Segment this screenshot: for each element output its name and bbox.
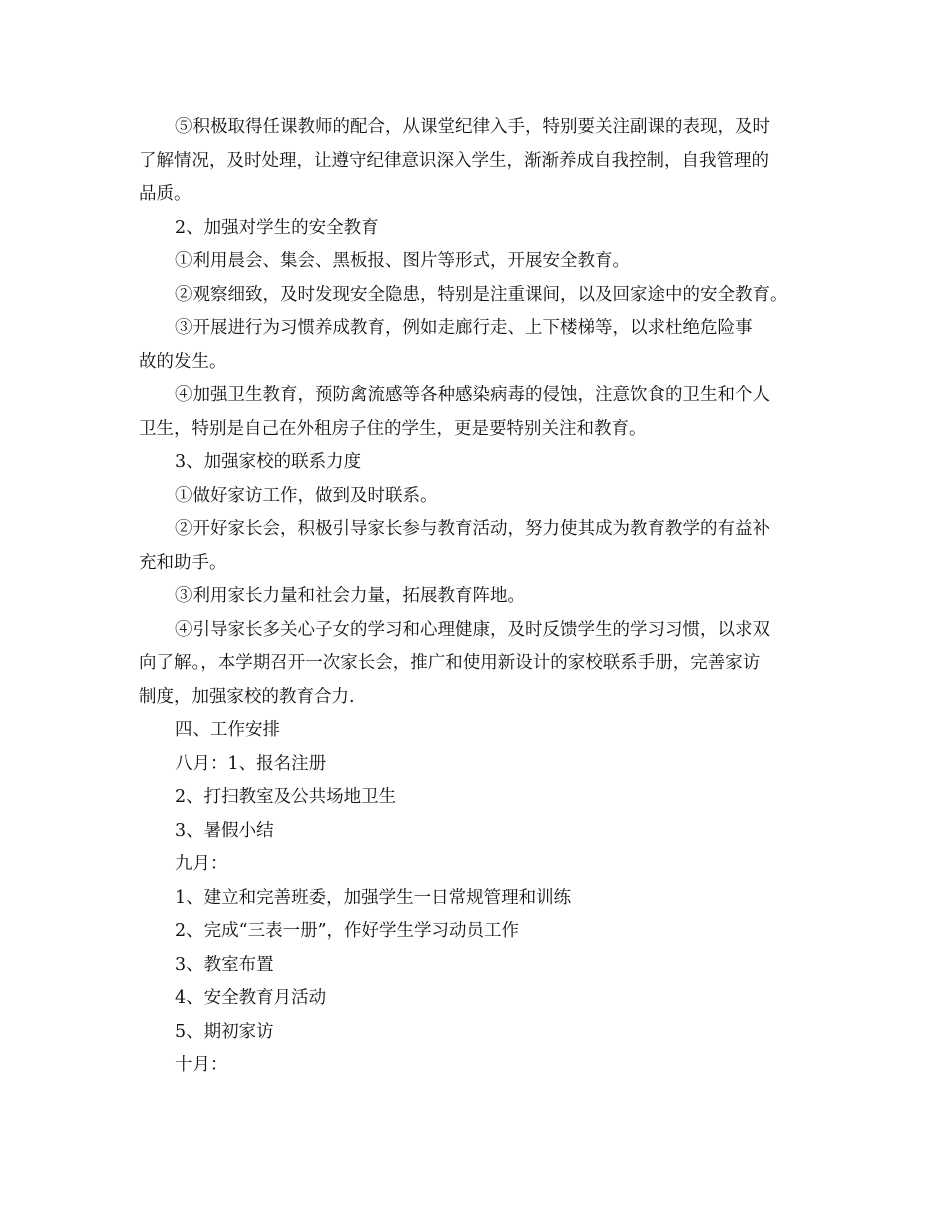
document-body [139,111,813,1083]
paragraph-line: 故的发生。 [139,351,227,372]
schedule-item: 4、安全教育月活动 [175,988,327,1008]
paragraph-line: ②观察细致，及时发现安全隐患，特别是注重课间，以及回家途中的安全教育。 [175,284,788,305]
paragraph-line: 制度，加强家校的教育合力. [139,686,355,707]
schedule-month: 九月： [175,854,228,874]
schedule-item: 八月：1、报名注册 [175,753,327,774]
paragraph-line: ⑤积极取得任课教师的配合，从课堂纪律入手，特别要关注副课的表现，及时 [175,117,770,137]
schedule-item: 5、期初家访 [175,1021,274,1042]
section-heading: 四、工作安排 [175,720,280,740]
paragraph-line: 品质。 [139,184,192,204]
paragraph-line: ①做好家访工作，做到及时联系。 [175,485,438,506]
schedule-item: 2、打扫教室及公共场地卫生 [175,787,397,807]
paragraph-line: ④引导家长多关心子女的学习和心理健康，及时反馈学生的学习习惯，以求双 [175,619,770,640]
section-heading: 3、加强家校的联系力度 [175,452,362,472]
schedule-item: 3、教室布置 [175,954,274,975]
schedule-item: 1、建立和完善班委，加强学生一日常规管理和训练 [175,887,572,908]
paragraph-line: ③利用家长力量和社会力量，拓展教育阵地。 [175,586,525,606]
paragraph-line: 了解情况，及时处理，让遵守纪律意识深入学生，渐渐养成自我控制，自我管理的 [139,150,769,171]
schedule-item: 3、暑假小结 [175,820,274,841]
paragraph-line: ③开展进行为习惯养成教育，例如走廊行走、上下楼梯等，以求杜绝危险事 [175,318,753,338]
paragraph-line: 充和助手。 [139,552,227,573]
paragraph-line: ④加强卫生教育，预防禽流感等各种感染病毒的侵蚀，注意饮食的卫生和个人 [175,385,770,405]
paragraph-line: ②开好家长会，积极引导家长参与教育活动，努力使其成为教育教学的有益补 [175,519,770,539]
schedule-item: 2、完成“三表一册”，作好学生学习动员工作 [175,921,520,941]
paragraph-line: 卫生，特别是自己在外租房子住的学生，更是要特别关注和教育。 [139,418,647,439]
paragraph-line: ①利用晨会、集会、黑板报、图片等形式，开展安全教育。 [175,251,630,271]
paragraph-line: 向了解。，本学期召开一次家长会，推广和使用新设计的家校联系手册，完善家访 [139,653,761,673]
schedule-month: 十月： [175,1055,228,1075]
section-heading: 2、加强对学生的安全教育 [175,217,379,238]
